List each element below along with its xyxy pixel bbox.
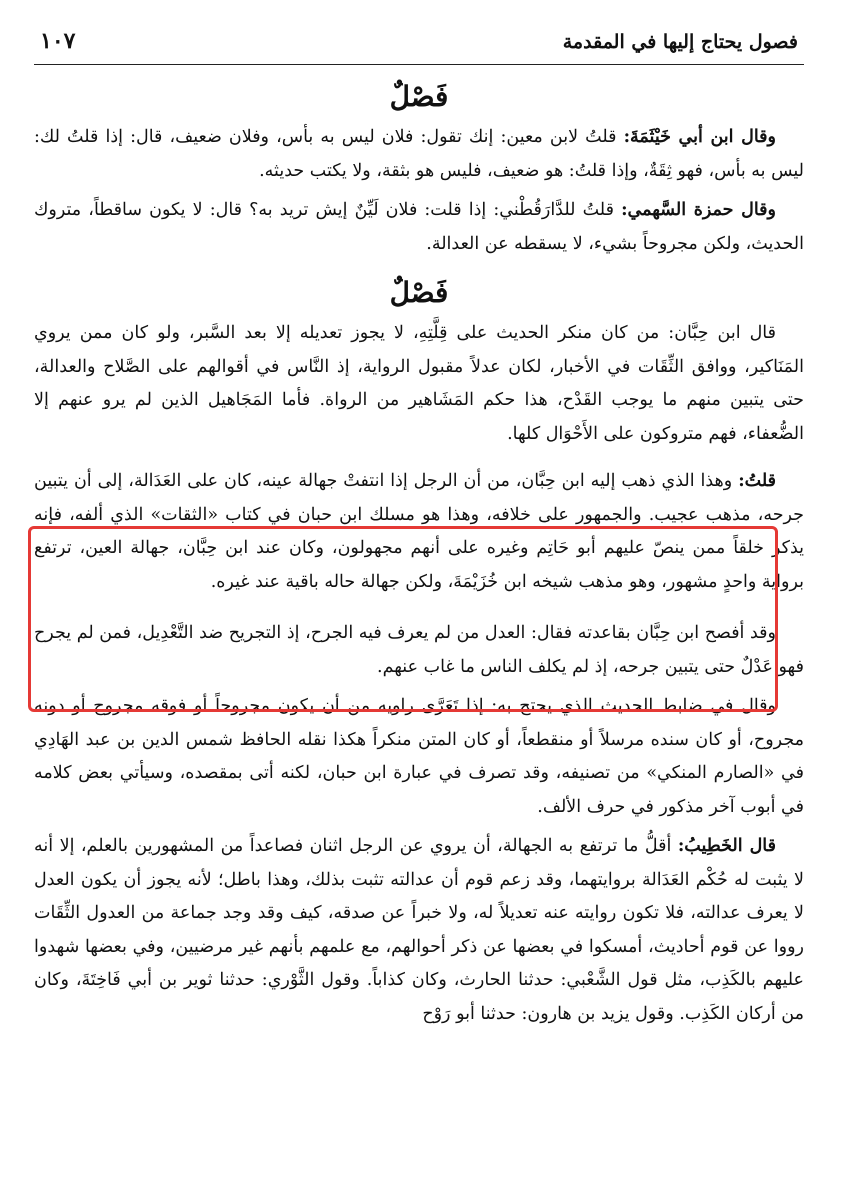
- running-head-title: فصول يحتاج إليها في المقدمة: [562, 31, 798, 53]
- paragraph-lead: قلتُ:: [738, 471, 776, 491]
- section-heading-2: فَصْلٌ: [389, 276, 449, 309]
- page-number: ١٠٧: [40, 28, 76, 54]
- paragraph-lead: قال الخَطِيبُ:: [677, 836, 776, 856]
- section-heading-1: فَصْلٌ: [389, 80, 449, 113]
- paragraph-text: وهذا الذي ذهب إليه ابن حِبَّان، من أن الرجل إذا انتفتْ جهالة عينه، كان على العَدَالة، إلى أن يتبين جرحه، مذهب عجيب. والجمهور على خلافه، وهذا هو مسلك ابن حبان في كتاب «الثقات» الذي ألفه، فإنه يذكر خلقاً ممن ينصّ عليهم أبو حَاتِم وغيره على أنهم مجهولون، وكان عند ابن حِبَّان، جهالة العين، ترتفع برواية واحدٍ مشهور، وهو مذهب شيخه ابن خُزَيْمَةَ، ولكن جهالة حاله باقية عند غيره.: [34, 471, 804, 592]
- paragraph-lead: وقال ابن أبي خَيْثَمَةَ:: [623, 127, 776, 147]
- paragraph-text: وقد أفصح ابن حِبَّان بقاعدته فقال: العدل من لم يعرف فيه الجرح، إذ التجريح ضد التَّعْدِيل، فمن لم يجرح فهو عَدْلٌ حتى يتبين جرحه، إذ لم يكلف الناس ما غاب عنهم.: [34, 623, 804, 677]
- paragraph-text: أقلُّ ما ترتفع به الجهالة، أن يروي عن الرجل اثنان فصاعداً من المشهورين بالعلم، إلا أنه لا يثبت له حُكْم العَدَالة بروايتهما، وقد زعم قوم أن عدالته تثبت بذلك، وهذا باطل؛ لأنه يجوز أن يكون العدل لا يعرف عدالته، فلا تكون روايته عنه تعديلاً له، ولا خبراً عن صدقه، كيف وقد وجد جماعة من العدول الثِّقَات رووا عن قوم أحاديث، أمسكوا في بعضها عن ذكر أحوالهم، مع علمهم بأنهم غير مرضيين، وفي بعضها شهدوا عليهم بالكَذِب، مثل قول الشَّعْبي: حدثنا الحارث، وكان كذاباً. وقول الثَّوْري: حدثنا ثوير بن أبي فَاخِتَةَ، وكان من أركان الكَذِب. وقول يزيد بن هارون: حدثنا أبو رَوْح: [34, 836, 804, 1024]
- paragraph-ibn-abi-khaythama: [34, 121, 804, 188]
- paragraph-hadith-criterion: [34, 690, 804, 824]
- paragraph-text: قلتُ للدَّارَقُطْني: إذا قلت: فلان لَيِّنٌ إيش تريد به؟ قال: لا يكون ساقطاً، متروك الحديث، ولكن مجروحاً بشيء، لا يسقطه عن العدالة.: [34, 200, 804, 254]
- paragraph-ibn-hibban-rule: [34, 617, 804, 684]
- paragraph-text: قلتُ لابن معين: إنك تقول: فلان ليس به بأس، وفلان ضعيف، قال: إذا قلتُ لك: ليس به بأس، فهو ثِقَةٌ، وإذا قلتُ: هو ضعيف، فليس هو بثقة، ولا يكتب حديثه.: [34, 127, 804, 181]
- paragraph-lead: وقال حمزة السَّهمي:: [621, 200, 776, 220]
- paragraph-ibn-hibban: [34, 317, 804, 451]
- paragraph-qultu-highlighted: [34, 465, 804, 599]
- paragraph-al-khatib: [34, 830, 804, 1031]
- paragraph-hamza-sahmi: [34, 194, 804, 261]
- running-head: [34, 28, 804, 65]
- book-page: [34, 28, 804, 1037]
- paragraph-text: وقال في ضابط الحديث الذي يحتج به: إذا تَعَرَّى راويه من أن يكون مجروحاً أو فوقه مجروح أو دونه مجروح، أو كان سنده مرسلاً أو منقطعاً، أو كان المتن منكراً هكذا نقله الحافظ شمس الدين بن عبد الهَادِي في «الصارم المنكي» من تصنيفه، وقد تصرف في عبارة ابن حبان، لكنه أتى بمقصده، وسيأتي بعض كلامه في أبوب آخر مذكور في حرف الألف.: [34, 696, 804, 817]
- paragraph-text: قال ابن حِبَّان: من كان منكر الحديث على قِلَّتِهِ، لا يجوز تعديله إلا بعد السَّبر، ولو كان ممن يروي المَنَاكير، ووافق الثِّقَات في الأخبار، لكان عدلاً مقبول الرواية، إذ النَّاس في أقوالهم على الصَّلاح والعدالة، حتى يتبين منهم ما يوجب القَدْح، هذا حكم المَشَاهير من الرواة. فأما المَجَاهيل الذين لم يرو عنهم إلا الضُّعفاء، فهم متروكون على الأَحْوَال كلها.: [34, 323, 804, 444]
